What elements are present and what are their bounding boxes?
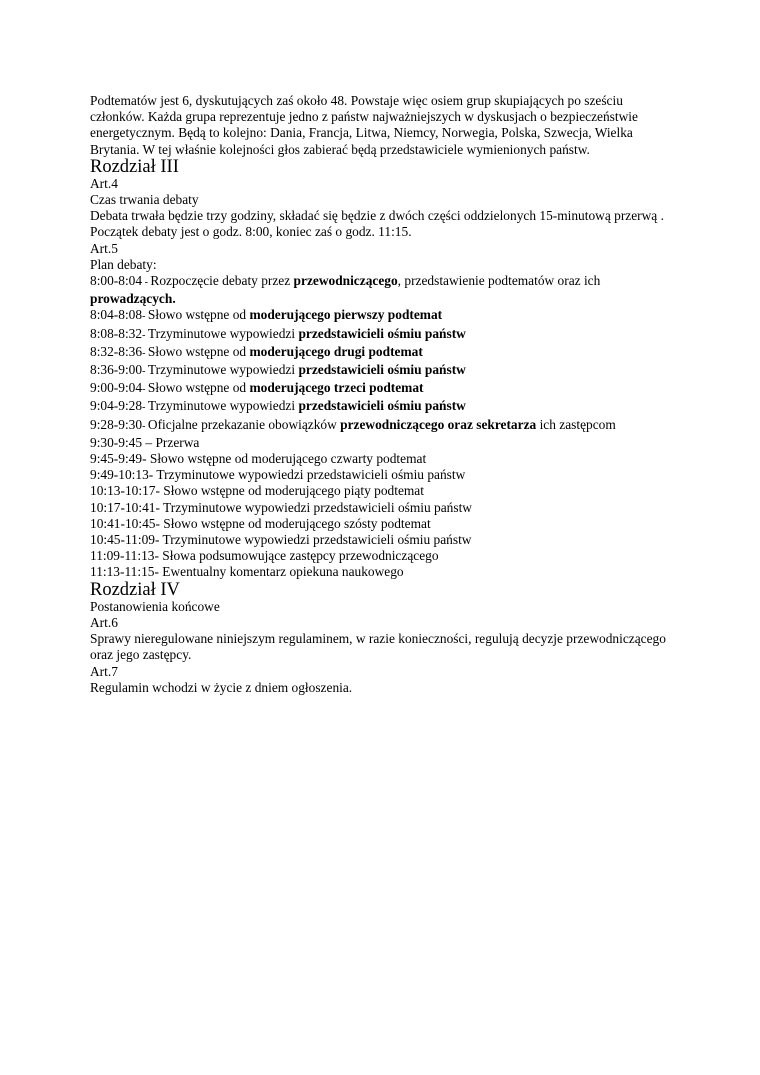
- art6-text: Sprawy nieregulowane niniejszym regulaminem, w razie konieczności, regulują decyzje przewodniczącego oraz jego zastępcy.: [90, 631, 666, 663]
- plan-time: 10:45-11:09: [90, 532, 155, 548]
- plan-time: 9:04-9:28: [90, 398, 143, 414]
- debate-plan-list: [90, 273, 670, 581]
- plan-time: 9:00-9:04: [90, 380, 143, 396]
- plan-item: 9:00-9:04- Słowo wstępne od moderującego trzeci podtemat: [90, 380, 424, 396]
- art4-label: Art.4: [90, 175, 118, 191]
- plan-time: 10:41-10:45: [90, 515, 156, 531]
- chapter-4-title: Rozdział IV: [90, 579, 180, 600]
- plan-time: 10:13-10:17: [90, 483, 156, 499]
- plan-item: 10:45-11:09- Trzyminutowe wypowiedzi przedstawicieli ośmiu państw: [90, 532, 472, 548]
- plan-item: 9:28-9:30- Oficjalne przekazanie obowiązków przewodniczącego oraz sekretarza ich zastępcom: [90, 416, 616, 432]
- plan-item: 8:32-8:36- Słowo wstępne od moderującego drugi podtemat: [90, 343, 423, 359]
- plan-item: 9:04-9:28- Trzyminutowe wypowiedzi przedstawicieli ośmiu państw: [90, 398, 466, 414]
- plan-item: 10:41-10:45- Słowo wstępne od moderującego szósty podtemat: [90, 515, 431, 531]
- plan-time: 8:32-8:36: [90, 343, 143, 359]
- plan-time: 11:09-11:13: [90, 548, 155, 564]
- plan-time: 10:17-10:41: [90, 499, 156, 515]
- plan-item: 10:17-10:41- Trzyminutowe wypowiedzi przedstawicieli ośmiu państw: [90, 499, 472, 515]
- plan-item: 9:30-9:45 – Przerwa: [90, 434, 200, 450]
- art4-heading: Czas trwania debaty: [90, 192, 199, 208]
- plan-item: 11:09-11:13- Słowa podsumowujące zastępcy przewodniczącego: [90, 548, 439, 564]
- plan-item: 11:13-11:15- Ewentualny komentarz opiekuna naukowego: [90, 564, 404, 580]
- plan-time: 8:36-9:00: [90, 362, 143, 378]
- plan-time: 8:08-8:32: [90, 325, 143, 341]
- art4-text: Debata trwała będzie trzy godziny, składać się będzie z dwóch części oddzielonych 15-minutową przerwą . Początek debaty jest o godz. 8:00, koniec zaś o godz. 11:15.: [90, 208, 664, 240]
- document-body: [90, 93, 670, 696]
- intro-paragraph: Podtematów jest 6, dyskutujących zaś około 48. Powstaje więc osiem grup skupiających po sześciu członków. Każda grupa reprezentuje jedno z państw najważniejszych w dyskusjach o bezpieczeństwie energetycznym. Będą to kolejno: Dania, Francja, Litwa, Niemcy, Norwegia, Polska, Szwecja, Wielka Brytania. W tej właśnie kolejności głos zabierać będą przedstawiciele wymienionych państw.: [90, 93, 638, 157]
- plan-item: 9:49-10:13- Trzyminutowe wypowiedzi przedstawicieli ośmiu państw: [90, 467, 466, 483]
- plan-item: 8:08-8:32- Trzyminutowe wypowiedzi przedstawicieli ośmiu państw: [90, 325, 466, 341]
- art7-text: Regulamin wchodzi w życie z dniem ogłoszenia.: [90, 679, 353, 695]
- plan-time: 9:49-10:13: [90, 467, 149, 483]
- chapter-3-title: Rozdział III: [90, 156, 179, 177]
- plan-time: 9:45-9:49: [90, 451, 143, 467]
- plan-item: 8:04-8:08- Słowo wstępne od moderującego pierwszy podtemat: [90, 307, 443, 323]
- plan-time: 11:13-11:15: [90, 564, 155, 580]
- plan-time: 9:30-9:45: [90, 434, 143, 450]
- plan-time: 9:28-9:30: [90, 416, 143, 432]
- plan-time: 8:04-8:08: [90, 307, 143, 323]
- plan-heading: Plan debaty:: [90, 256, 157, 272]
- plan-item: 10:13-10:17- Słowo wstępne od moderującego piąty podtemat: [90, 483, 424, 499]
- art5-label: Art.5: [90, 240, 118, 256]
- final-provisions-heading: Postanowienia końcowe: [90, 598, 220, 614]
- art6-label: Art.6: [90, 614, 118, 630]
- plan-time: 8:00-8:04: [90, 273, 143, 289]
- plan-item: 9:45-9:49- Słowo wstępne od moderującego czwarty podtemat: [90, 451, 427, 467]
- plan-item: 8:36-9:00- Trzyminutowe wypowiedzi przedstawicieli ośmiu państw: [90, 362, 466, 378]
- plan-item: 8:00-8:04 - Rozpoczęcie debaty przez przewodniczącego, przedstawienie podtematów oraz ich prowadzących.: [90, 273, 601, 307]
- art7-label: Art.7: [90, 663, 118, 679]
